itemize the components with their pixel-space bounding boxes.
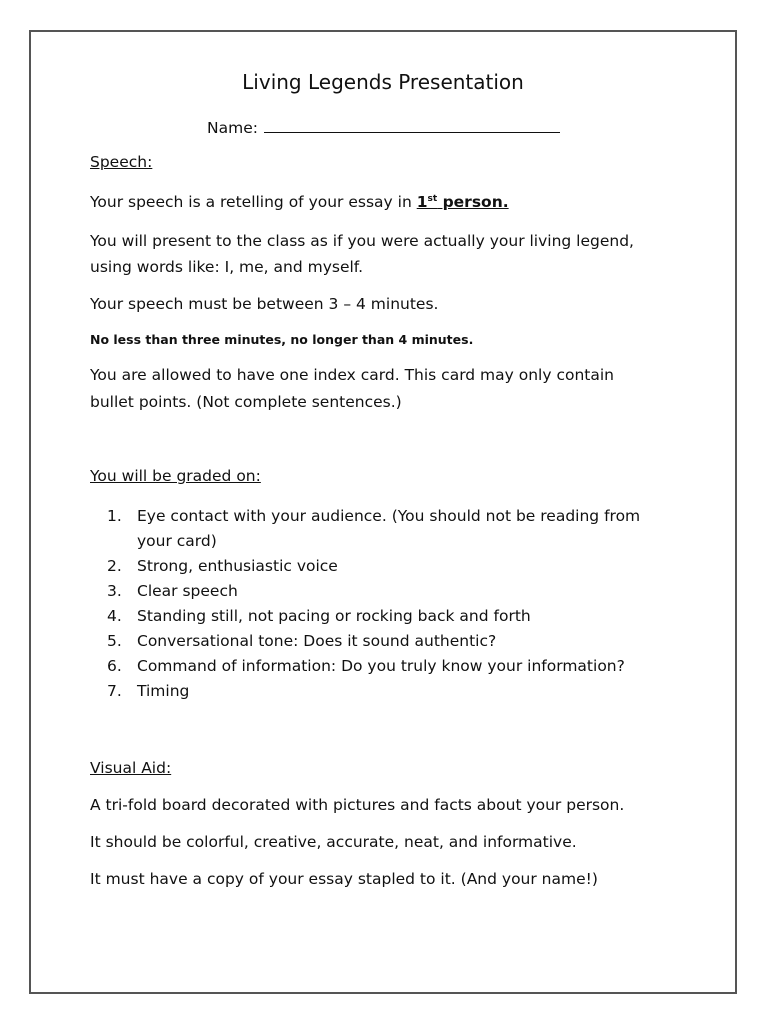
document-page (29, 30, 737, 994)
list-item (107, 529, 640, 554)
list-item-number: 5. (107, 632, 122, 650)
list-item (107, 654, 640, 679)
first-person-emphasis (417, 193, 509, 211)
visual-aid-line-quality: It should be colorful, creative, accurate, neat, and informative. (90, 833, 577, 851)
page-title: Living Legends Presentation (242, 70, 524, 94)
list-item (107, 579, 640, 604)
speech-heading: Speech: (90, 153, 153, 171)
name-label: Name: (207, 119, 258, 137)
first-person-superscript: st (427, 193, 438, 204)
first-person-number: 1 (416, 193, 428, 211)
list-item (107, 554, 640, 579)
graded-heading: You will be graded on: (90, 467, 261, 485)
visual-aid-line-board: A tri-fold board decorated with pictures and facts about your person. (90, 796, 625, 814)
first-person-word: person. (437, 193, 509, 211)
list-item-number: 4. (107, 607, 122, 625)
visual-aid-line-essay: It must have a copy of your essay stapled to it. (And your name!) (90, 870, 598, 888)
name-field-line (207, 118, 560, 137)
speech-line-first-person (90, 193, 509, 211)
speech-line1-text: Your speech is a retelling of your essay in (90, 193, 417, 211)
list-item (107, 604, 640, 629)
speech-line-duration-note: No less than three minutes, no longer than 4 minutes. (90, 332, 474, 347)
grading-criteria-list (107, 504, 640, 704)
list-item-text: Timing (137, 682, 190, 700)
list-item-text: Standing still, not pacing or rocking back and forth (137, 607, 531, 625)
speech-line-present: You will present to the class as if you were actually your living legend, (90, 232, 634, 250)
list-item (107, 504, 640, 529)
list-item-number: 2. (107, 557, 122, 575)
list-item-number: 6. (107, 657, 122, 675)
list-item-number: 3. (107, 582, 122, 600)
list-item-text: your card) (137, 532, 217, 550)
list-item-number: 7. (107, 682, 122, 700)
list-item-text: Strong, enthusiastic voice (137, 557, 338, 575)
list-item (107, 679, 640, 704)
list-item-text: Clear speech (137, 582, 238, 600)
list-item-number: 1. (107, 507, 122, 525)
speech-line-bullet-points: bullet points. (Not complete sentences.) (90, 393, 402, 411)
speech-line-words: using words like: I, me, and myself. (90, 258, 364, 276)
speech-line-duration: Your speech must be between 3 – 4 minutes. (90, 295, 439, 313)
visual-aid-heading: Visual Aid: (90, 759, 172, 777)
list-item-text: Command of information: Do you truly know your information? (137, 657, 625, 675)
list-item (107, 629, 640, 654)
speech-line-index-card: You are allowed to have one index card. This card may only contain (90, 366, 615, 384)
name-blank-line (264, 118, 560, 133)
list-item-text: Conversational tone: Does it sound authentic? (137, 632, 497, 650)
list-item-text: Eye contact with your audience. (You should not be reading from (137, 507, 641, 525)
